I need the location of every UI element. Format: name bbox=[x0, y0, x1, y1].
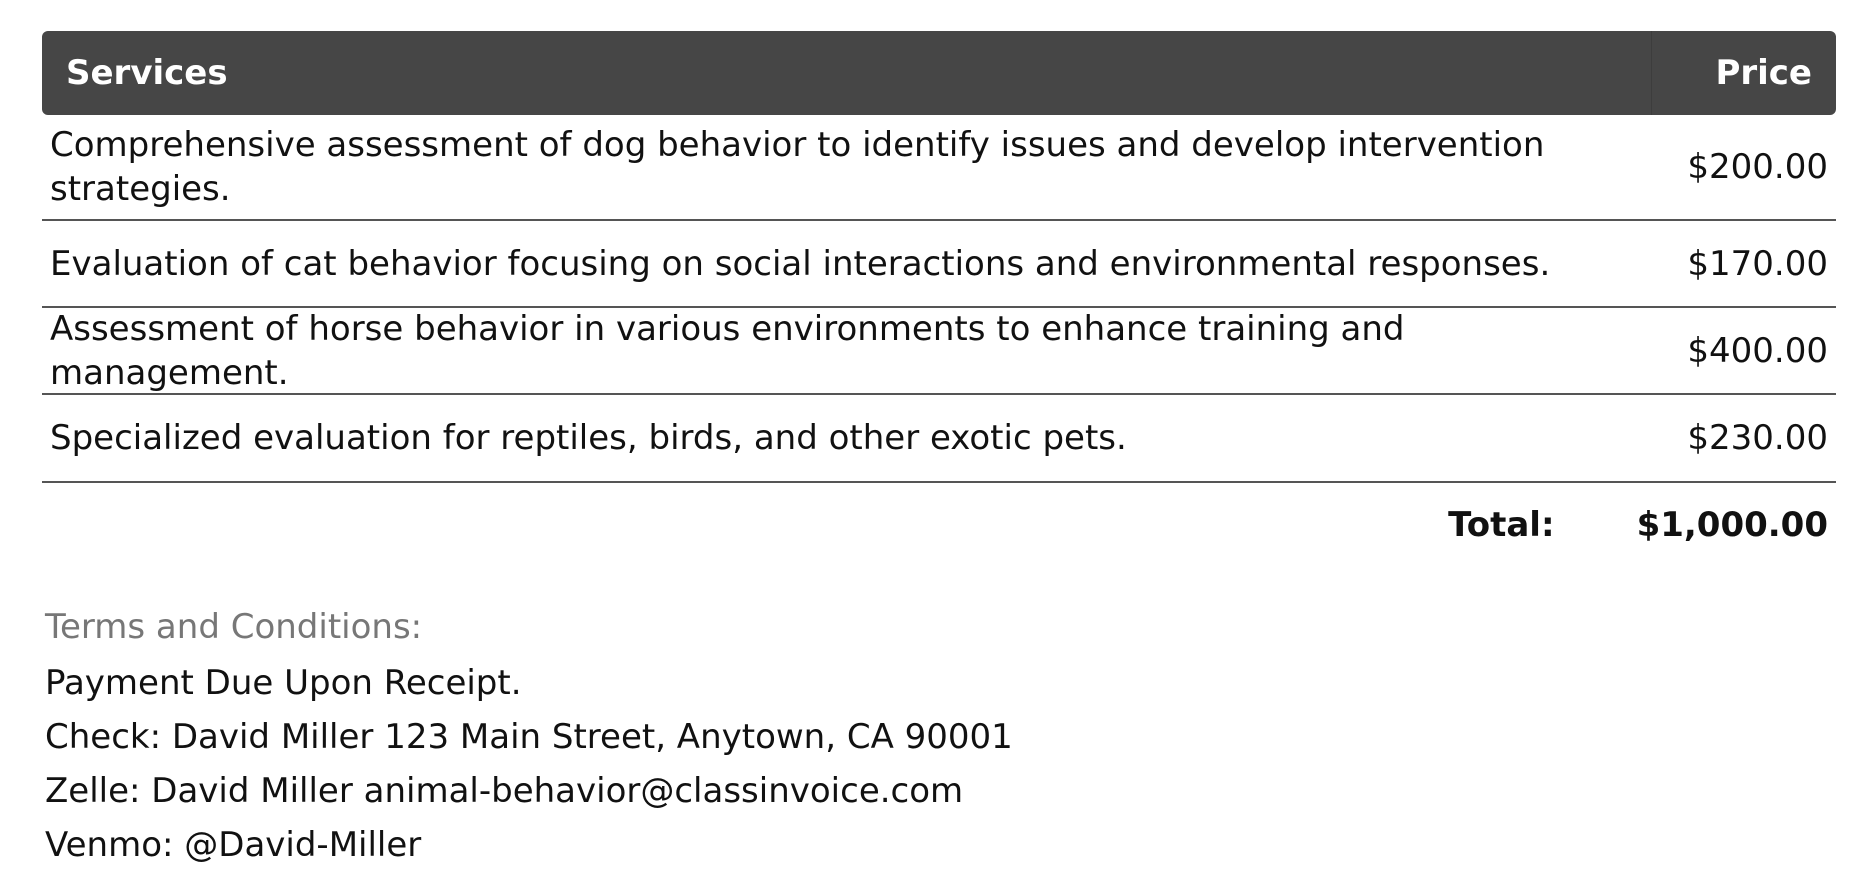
service-description: Evaluation of cat behavior focusing on social interactions and environmental responses. bbox=[50, 243, 1551, 284]
price-column-header: Price bbox=[1651, 31, 1836, 115]
terms-payment-due: Payment Due Upon Receipt. bbox=[45, 663, 522, 703]
service-price: $400.00 bbox=[1687, 330, 1828, 371]
service-price: $230.00 bbox=[1687, 418, 1828, 458]
table-row bbox=[42, 221, 1836, 308]
table-row bbox=[42, 395, 1836, 483]
service-description: Assessment of horse behavior in various environments to enhance training and management. bbox=[50, 308, 1405, 393]
terms-section bbox=[45, 600, 1013, 872]
services-table bbox=[42, 31, 1836, 567]
service-description: Comprehensive assessment of dog behavior to identify issues and develop intervention strategies. bbox=[50, 125, 1545, 209]
table-row bbox=[42, 115, 1836, 221]
total-value: $1,000.00 bbox=[1636, 505, 1828, 545]
table-row bbox=[42, 308, 1836, 395]
total-label: Total: bbox=[1448, 505, 1555, 545]
terms-venmo: Venmo: @David-Miller bbox=[45, 825, 422, 865]
terms-zelle: Zelle: David Miller animal-behavior@classinvoice.com bbox=[45, 771, 964, 811]
table-body bbox=[42, 115, 1836, 483]
terms-check: Check: David Miller 123 Main Street, Anytown, CA 90001 bbox=[45, 717, 1013, 757]
total-row bbox=[42, 483, 1836, 567]
service-price: $200.00 bbox=[1687, 147, 1828, 187]
terms-title: Terms and Conditions: bbox=[45, 607, 423, 647]
service-price: $170.00 bbox=[1687, 243, 1828, 284]
services-column-header: Services bbox=[66, 53, 228, 93]
table-header bbox=[42, 31, 1836, 115]
service-description: Specialized evaluation for reptiles, birds, and other exotic pets. bbox=[50, 418, 1127, 458]
